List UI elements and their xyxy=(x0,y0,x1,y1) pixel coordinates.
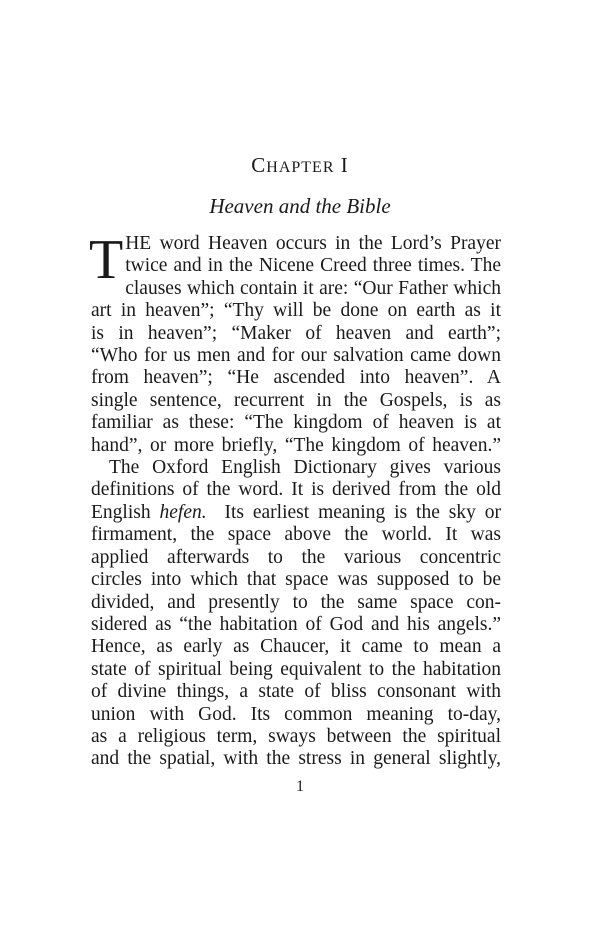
text-line: of divine things, a state of bliss consonant with xyxy=(91,681,501,703)
chapter-heading xyxy=(0,153,600,178)
text-line: familiar as these: “The kingdom of heaven is at xyxy=(91,412,501,434)
text-line: single sentence, recurrent in the Gospels, is as xyxy=(91,389,501,411)
chapter-title: Heaven and the Bible xyxy=(209,194,391,218)
text-line: Hence, as early as Chaucer, it came to mean a xyxy=(91,636,501,658)
text-line: applied afterwards to the various concentric xyxy=(91,546,501,568)
page-number: 1 xyxy=(296,778,304,795)
text-line: union with God. Its common meaning to-day, xyxy=(91,703,501,725)
text-line: “Who for us men and for our salvation came down xyxy=(91,345,501,367)
text-line: and the spatial, with the stress in general slightly, xyxy=(91,748,501,770)
text-line: divided, and presently to the same space con- xyxy=(91,591,501,613)
text-line: clauses which contain it are: “Our Father which xyxy=(125,277,501,299)
text-line: definitions of the word. It is derived from the old xyxy=(91,479,501,501)
chapter-heading-word: HAPTER xyxy=(266,159,335,176)
italic-word: hefen. xyxy=(159,501,207,523)
text-line: circles into which that space was supposed to be xyxy=(91,569,501,591)
text-line: art in heaven”; “Thy will be done on earth as it xyxy=(91,300,501,322)
text-fragment: Its earliest meaning is the sky or xyxy=(224,501,502,523)
chapter-numeral: I xyxy=(340,153,349,177)
text-line: The Oxford English Dictionary gives various xyxy=(109,457,501,479)
text-line-mixed xyxy=(91,502,501,524)
text-line: twice and in the Nicene Creed three times. The xyxy=(125,255,501,277)
text-line: hand”, or more briefly, “The kingdom of heaven.” xyxy=(91,434,501,456)
text-line: state of spiritual being equivalent to the habitation xyxy=(91,658,501,680)
text-line: is in heaven”; “Maker of heaven and earth”; xyxy=(91,322,501,344)
text-line: from heaven”; “He ascended into heaven”. A xyxy=(91,367,501,389)
drop-cap: T xyxy=(89,229,124,291)
text-line: as a religious term, sways between the spiritual xyxy=(91,725,501,747)
text-fragment: English xyxy=(91,501,151,523)
chapter-heading-initial: C xyxy=(251,153,267,177)
text-line: sidered as “the habitation of God and his angels.” xyxy=(91,613,501,635)
text-line: firmament, the space above the world. It was xyxy=(91,524,501,546)
body-text xyxy=(89,229,502,771)
text-line: HE word Heaven occurs in the Lord’s Prayer xyxy=(125,233,501,254)
